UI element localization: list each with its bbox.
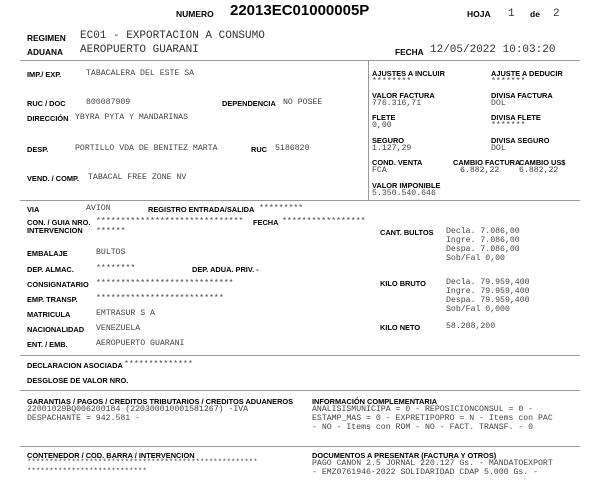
valor-factura-value: 776.316,71: [372, 99, 422, 108]
bultos-line: Sob/Fal 0,00: [446, 254, 505, 263]
nacionalidad-value: VENEZUELA: [96, 324, 141, 333]
seguro-label: SEGURO: [372, 136, 405, 145]
fecha-label: FECHA: [395, 47, 424, 57]
vend-comp-label: VEND. / COMP.: [27, 174, 80, 183]
dependencia-value: NO POSEE: [283, 98, 323, 107]
kilo-neto-label: KILO NETO: [380, 323, 421, 332]
divisa-seguro-value: DOL: [491, 144, 506, 153]
bultos-line: Despa. 7.086,00: [446, 245, 520, 254]
regimen-label: REGIMEN: [27, 33, 66, 43]
contenedor-label: CONTENEDOR / COD. BARRA / INTERVENCION: [27, 451, 195, 460]
via-label: VIA: [27, 205, 40, 214]
ruc-doc-value: 800087909: [86, 98, 131, 107]
nacionalidad-label: NACIONALIDAD: [27, 325, 85, 334]
imp-exp-value: TABACALERA DEL ESTE SA: [86, 69, 195, 78]
divisa-flete-value: *******: [491, 121, 526, 130]
ent-emb-value: AEROPUERTO GUARANI: [96, 339, 185, 348]
kilo-bruto-line: Decla. 79.959,400: [446, 278, 530, 287]
kilo-bruto-line: Despa. 79.959,400: [446, 296, 530, 305]
aduana-label: ADUANA: [27, 47, 63, 57]
matricula-label: MATRICULA: [27, 310, 71, 319]
consignatario-label: CONSIGNATARIO: [27, 280, 89, 289]
vend-comp-value: TABACAL FREE ZONE NV: [88, 173, 187, 182]
info-label: INFORMACIÓN COMPLEMENTARIA: [312, 397, 438, 406]
divider-line: [20, 390, 580, 391]
fecha-value: 12/05/2022 10:03:20: [430, 44, 556, 56]
ruc-value: 5186820: [275, 144, 310, 153]
fecha2-label: FECHA: [253, 218, 279, 227]
via-value: AVION: [86, 204, 111, 213]
kilo-bruto-line: Sob/Fal 0,000: [446, 305, 510, 314]
dep-adua-label: DEP. ADUA. PRIV. -: [192, 265, 259, 274]
hoja-label: HOJA: [467, 9, 491, 19]
con-guia-label: CON. / GUIA NRO.: [27, 218, 91, 227]
ajustes-incluir-label: AJUSTES A INCLUIR: [372, 69, 445, 78]
valor-imponible-value: 5.350.540.646: [372, 189, 436, 198]
info-line: ESTAMP_MAS = 0 - EXPRETIPOPRO = N - Items con PAC: [312, 414, 553, 423]
fecha2-value: *****************: [282, 217, 366, 226]
divider-line: [20, 446, 580, 447]
intervencion-label: INTERVENCION: [27, 226, 83, 235]
kilo-bruto-label: KILO BRUTO: [380, 279, 426, 288]
info-line: - NO - Items con ROM - NO - FACT. TRANSF. - 0: [312, 423, 534, 432]
declaracion-value: **************: [124, 360, 193, 369]
valor-imponible-label: VALOR IMPONIBLE: [372, 181, 441, 190]
divisa-seguro-label: DIVISA SEGURO: [491, 136, 550, 145]
cambio-uss-label: CAMBIO US$: [519, 158, 566, 167]
contenedor-line: ***************************: [27, 468, 147, 476]
desp-label: DESP.: [27, 145, 49, 154]
divider-line: [20, 355, 580, 356]
divisa-factura-label: DIVISA FACTURA: [491, 91, 553, 100]
con-guia-value: ******************************: [96, 217, 244, 226]
garantias-label: GARANTIAS / PAGOS / CREDITOS TRIBUTARIOS / CREDITOS ADUANEROS: [27, 397, 294, 406]
divisa-factura-value: DOL: [491, 99, 506, 108]
ajuste-deducir-label: AJUSTE A DEDUCIR: [491, 69, 563, 78]
kilo-neto-value: 58.208,200: [446, 322, 496, 331]
numero-label: NUMERO: [176, 9, 214, 19]
cond-venta-label: COND. VENTA: [372, 158, 423, 167]
direccion-label: DIRECCIÓN: [27, 114, 69, 123]
divider-line: [20, 200, 580, 201]
valor-factura-label: VALOR FACTURA: [372, 91, 435, 100]
declaracion-label: DECLARACION ASOCIADA: [27, 361, 123, 370]
dep-almac-label: DEP. ALMAC.: [27, 265, 74, 274]
registro-label: REGISTRO ENTRADA/SALIDA: [148, 205, 255, 214]
cambio-factura-value: 6.882,22: [460, 166, 500, 175]
dependencia-label: DEPENDENCIA: [222, 99, 276, 108]
flete-label: FLETE: [372, 113, 396, 122]
intervencion-value: ******: [96, 227, 126, 236]
column-divider: [368, 60, 369, 200]
desglose-label: DESGLOSE DE VALOR NRO.: [27, 376, 129, 385]
divisa-flete-label: DIVISA FLETE: [491, 113, 541, 122]
registro-value: *********: [259, 204, 304, 213]
hoja-total: 2: [553, 8, 560, 20]
flete-value: 0,00: [372, 121, 392, 130]
documentos-line: PAGO CANON 2.5 JORNAL 220.127 Gs. - MANDATOEXPORT: [312, 459, 553, 468]
de-label: de: [530, 9, 540, 19]
aduana-value: AEROPUERTO GUARANI: [80, 44, 199, 56]
bultos-line: Ingre. 7.086,00: [446, 236, 520, 245]
info-line: ANALISISMUNICIPA = 0 - REPOSICIONCONSUL = 0 -: [312, 405, 534, 414]
cond-venta-value: FCA: [372, 166, 387, 175]
emp-transp-value: **************************: [96, 294, 224, 303]
ruc-doc-label: RUC / DOC: [27, 99, 66, 108]
contenedor-line: ****************************************************: [27, 459, 258, 467]
divider-line: [20, 60, 580, 61]
dep-almac-value: ********: [96, 264, 136, 273]
garantias-line: 22001029BQ006200184 (220300010001581267) -IVA: [27, 405, 249, 414]
embalaje-label: EMBALAJE: [27, 249, 68, 258]
desp-value: PORTILLO VDA DE BENITEZ MARTA: [75, 144, 218, 153]
kilo-bruto-line: Ingre. 79.959,400: [446, 287, 530, 296]
ent-emb-label: ENT. / EMB.: [27, 340, 68, 349]
matricula-value: EMTRASUR S A: [96, 309, 155, 318]
seguro-value: 1.127,29: [372, 144, 412, 153]
ajuste-deducir-value: *******: [491, 77, 526, 86]
cambio-uss-value: 6.882,22: [519, 166, 559, 175]
consignatario-value: ****************************: [96, 279, 234, 288]
emp-transp-label: EMP. TRANSP.: [27, 295, 78, 304]
hoja-number: 1: [508, 8, 515, 20]
ruc-label: RUC: [251, 145, 268, 154]
embalaje-value: BULTOS: [96, 248, 126, 257]
imp-exp-label: IMP./ EXP.: [27, 70, 62, 79]
direccion-value: YBYRA PYTA Y MANDARINAS: [75, 113, 189, 122]
documentos-line: - EMZ0761946-2022 SOLIDARIDAD CDAP 5.000 Gs. -: [312, 468, 539, 477]
garantias-line: DESPACHANTE = 942.581 -: [27, 414, 141, 423]
cambio-factura-label: CAMBIO FACTURA: [453, 158, 521, 167]
regimen-value: EC01 - EXPORTACION A CONSUMO: [80, 30, 265, 42]
documentos-label: DOCUMENTOS A PRESENTAR (FACTURA Y OTROS): [312, 451, 497, 460]
bultos-line: Decla. 7.086,00: [446, 227, 520, 236]
declaration-number: 22013EC01000005P: [230, 2, 370, 19]
ajustes-incluir-value: ********: [372, 77, 412, 86]
cant-bultos-label: CANT. BULTOS: [380, 228, 434, 237]
